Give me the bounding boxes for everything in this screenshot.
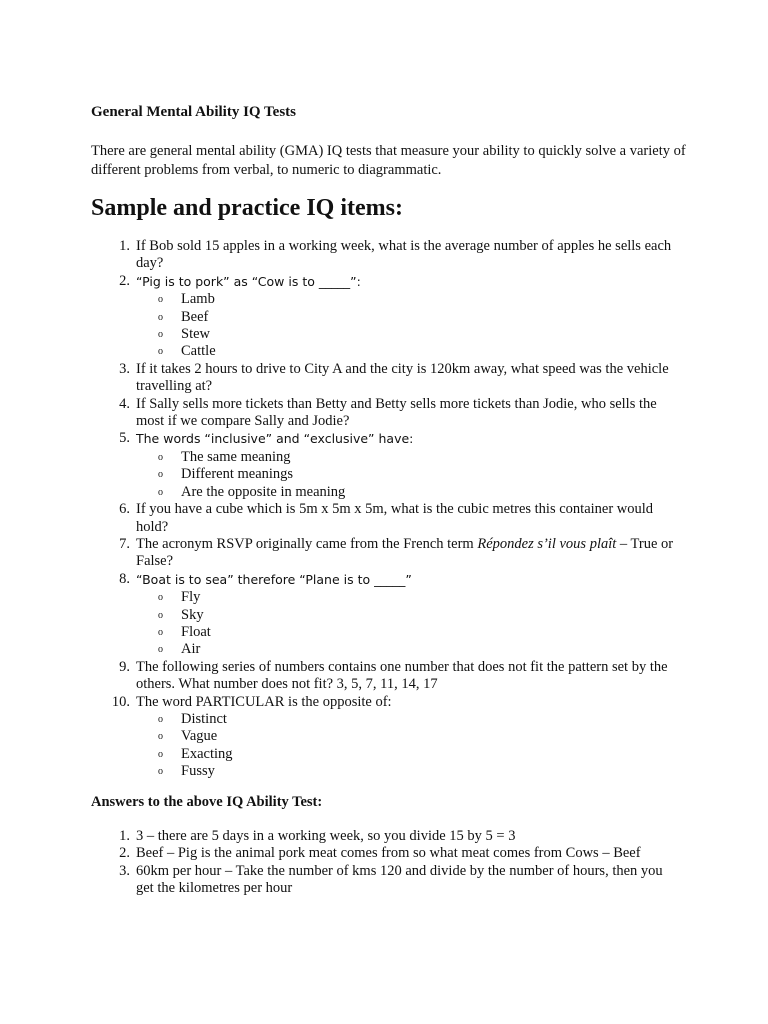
option-text: Sky [181,606,204,623]
option-text: Fly [181,589,201,606]
option-text: Float [181,623,211,640]
option-item [0,641,678,658]
option-item [0,607,678,624]
bullet-marker: o [158,626,163,638]
question-number: 10. [111,693,130,710]
option-item [0,309,678,326]
document-title: General Mental Ability IQ Tests [91,104,297,120]
answer-number: 1. [119,828,130,844]
option-item [0,484,678,501]
sample-heading: Sample and practice IQ items: [91,195,403,221]
question-text: The words “inclusive” and “exclusive” have: [136,431,414,447]
question-item-5 [0,430,768,501]
question-number: 2. [119,272,130,289]
option-text: Distinct [181,710,227,727]
option-item [0,466,678,483]
answer-item-2 [0,845,768,862]
question-number: 8. [119,570,130,587]
question-text: If you have a cube which is 5m x 5m x 5m, what is the cubic metres this container would hold? [136,501,654,535]
question-item-10 [0,694,768,781]
option-text: Beef [181,308,209,325]
question-text: If Bob sold 15 apples in a working week, what is the average number of apples he sells each day? [136,238,672,272]
bullet-marker: o [158,748,163,760]
question-item-4 [0,396,768,431]
question-text-start: The acronym RSVP originally came from the French term [136,535,478,552]
question-item-3 [0,361,768,396]
bullet-marker: o [158,731,163,743]
option-text: Vague [181,728,218,745]
question-text-end: – True or False? [136,535,674,570]
question-number: 5. [119,430,130,447]
option-item [0,291,678,308]
question-item-6 [0,501,768,536]
option-text: Lamb [181,291,215,308]
option-item [0,624,678,641]
bullet-marker: o [158,766,163,778]
question-number: 9. [119,658,130,675]
question-list [0,238,768,781]
answer-number: 3. [119,862,130,879]
question-text: “Pig is to pork” as “Cow is to _____”: [136,273,361,289]
question-text: The word PARTICULAR is the opposite of: [136,693,392,710]
bullet-marker: o [158,609,163,621]
bullet-marker: o [158,311,163,323]
question-item-7 [0,536,768,571]
option-item [0,449,678,466]
intro-paragraph: There are general mental ability (GMA) IQ tests that measure your ability to quickly solve a variety of different problems from verbal, to numeric to diagrammatic. [91,143,686,178]
question-number: 3. [119,360,130,377]
answer-item-1 [0,828,768,845]
option-list [136,589,678,659]
option-text: Are the opposite in meaning [181,483,346,500]
question-number: 1. [119,238,130,254]
option-item [0,746,678,763]
answer-text: 60km per hour – Take the number of kms 120 and divide by the number of hours, then you get the kilometres per hour [136,862,663,897]
option-list [136,711,678,781]
question-number: 4. [119,395,130,412]
question-item-8 [0,571,768,659]
bullet-marker: o [158,644,163,656]
question-item-9 [0,659,768,694]
bullet-marker: o [158,346,163,358]
option-item [0,728,678,745]
option-text: Air [181,641,201,658]
option-list [136,291,678,361]
bullet-marker: o [158,451,163,463]
question-text: The following series of numbers contains one number that does not fit the pattern set by the others. What number does not fit? 3, 5, 7, 11, 14, 17 [136,658,668,693]
option-item [0,763,678,780]
answer-item-3 [0,863,768,898]
answer-list [0,828,768,898]
question-number: 6. [119,501,130,518]
option-item [0,326,678,343]
option-text: Different meanings [181,466,294,483]
bullet-marker: o [158,592,163,604]
answer-text: 3 – there are 5 days in a working week, so you divide 15 by 5 = 3 [136,828,516,844]
question-number: 7. [119,535,130,552]
option-item [0,343,678,360]
french-term: Répondez s’il vous plaît [477,535,617,552]
option-text: The same meaning [181,448,291,465]
option-text: Cattle [181,343,216,360]
option-text: Exacting [181,745,233,762]
bullet-marker: o [158,329,163,341]
bullet-marker: o [158,486,163,498]
option-item [0,711,678,728]
bullet-marker: o [158,469,163,481]
option-text: Stew [181,326,210,343]
bullet-marker: o [158,713,163,725]
answer-number: 2. [119,845,130,862]
question-item-2 [0,273,768,361]
question-text: If it takes 2 hours to drive to City A and the city is 120km away, what speed was the vehicle travelling at? [136,360,669,395]
answers-heading: Answers to the above IQ Ability Test: [91,794,323,810]
question-item-1 [0,238,768,273]
question-text: “Boat is to sea” therefore “Plane is to _____” [136,571,412,587]
option-text: Fussy [181,763,215,780]
question-text: If Sally sells more tickets than Betty and Betty sells more tickets than Jodie, who sells the most if we compare Sally and Jodie? [136,395,657,430]
answer-text: Beef – Pig is the animal pork meat comes from so what meat comes from Cows – Beef [136,845,641,862]
option-item [0,589,678,606]
bullet-marker: o [158,294,163,306]
option-list [136,449,678,501]
